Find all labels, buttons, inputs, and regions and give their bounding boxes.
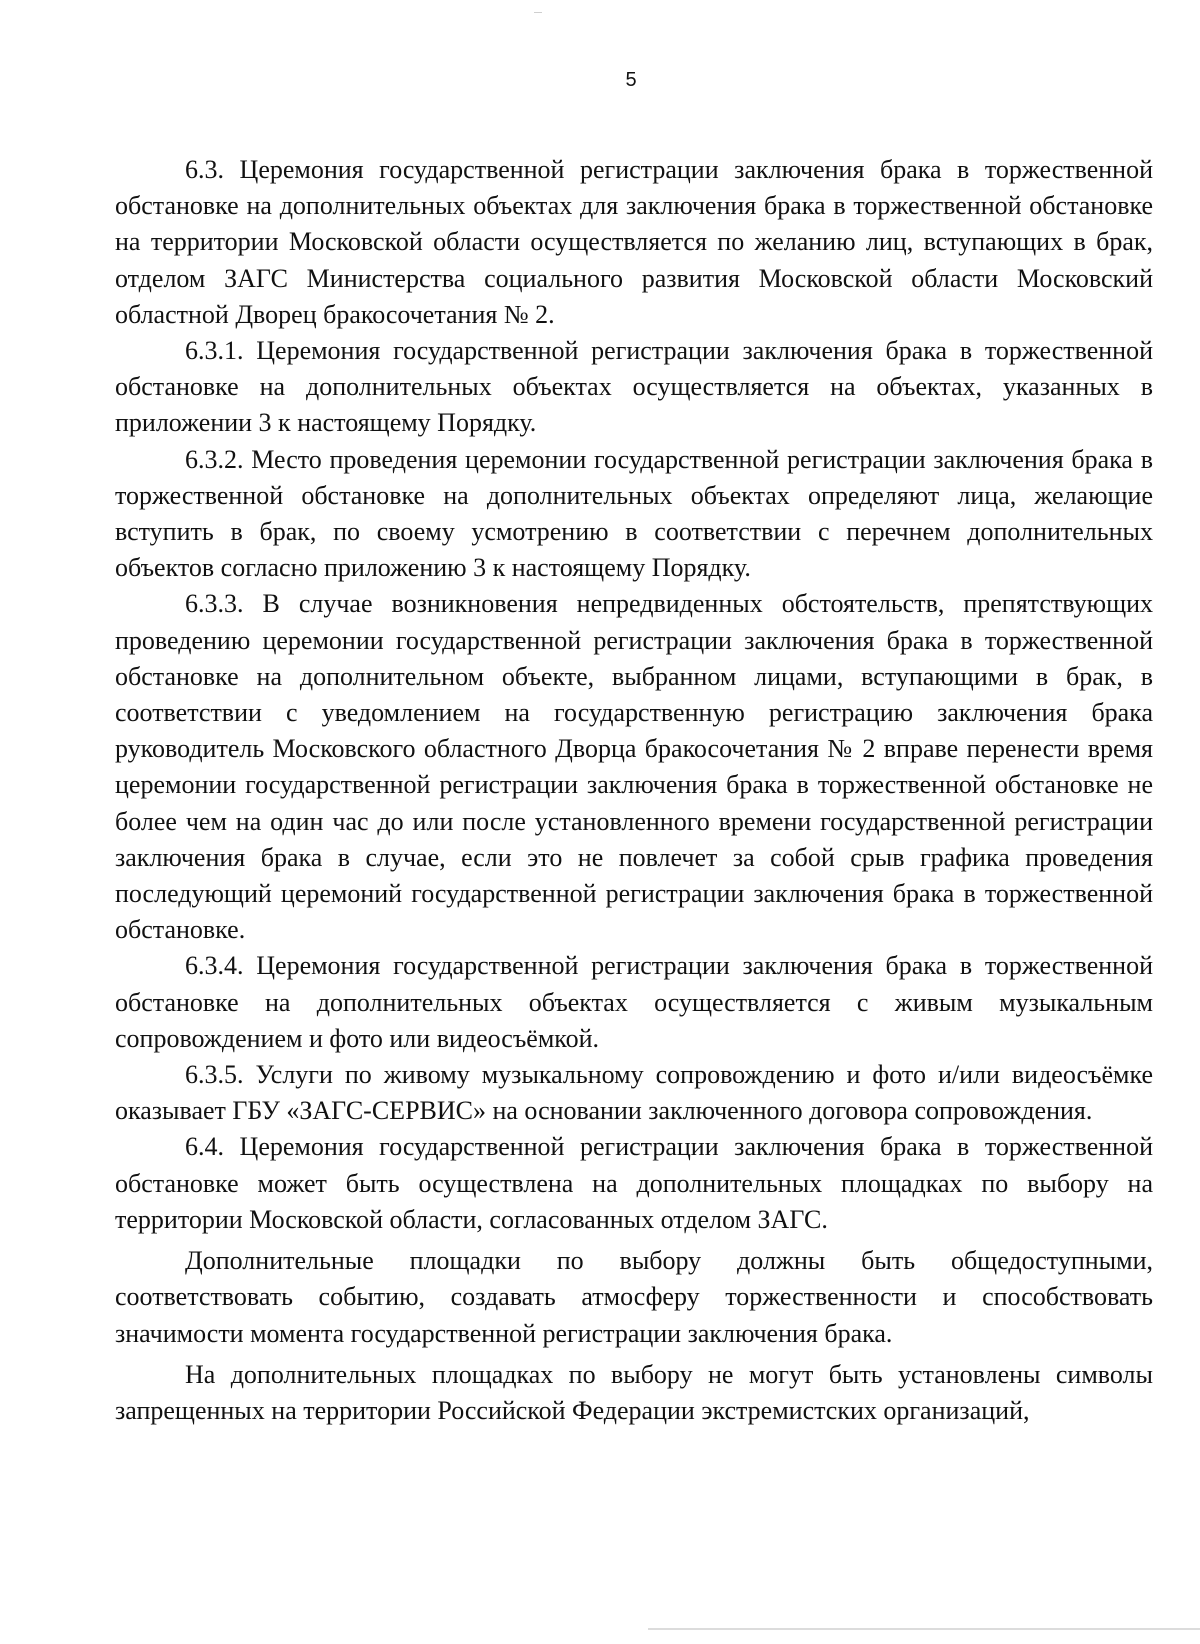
paragraph-6-3-2: 6.3.2. Место проведения церемонии государственной регистрации заключения брака в торжественной обстановке на дополнительных объектах определяют лица, желающие вступить в брак, по своему усмотрению в соответствии с перечнем дополнительных объектов согласно приложению 3 к настоящему Порядку. bbox=[115, 444, 1153, 583]
document-body bbox=[115, 152, 1153, 1429]
paragraph-6-3-5: 6.3.5. Услуги по живому музыкальному сопровождению и фото и/или видеосъёмке оказывает ГБУ «ЗАГС-СЕРВИС» на основании заключенного договора сопровождения. bbox=[115, 1060, 1153, 1126]
paragraph-6-4: 6.4. Церемония государственной регистрации заключения брака в торжественной обстановке может быть осуществлена на дополнительных площадках по выбору на территории Московской области, согласованных отделом ЗАГС. bbox=[115, 1132, 1153, 1234]
scan-edge-line bbox=[648, 1628, 1200, 1630]
page-number: 5 bbox=[625, 69, 637, 91]
paragraph-additional-sites: Дополнительные площадки по выбору должны быть общедоступными, соответствовать событию, создавать атмосферу торжественности и способствовать значимости момента государственной регистрации заключения брака. bbox=[115, 1246, 1153, 1348]
scan-artifact bbox=[534, 12, 542, 13]
paragraph-symbols-restriction: На дополнительных площадках по выбору не могут быть установлены символы запрещенных на территории Российской Федерации экстремистских организаций, bbox=[115, 1359, 1153, 1425]
paragraph-6-3: 6.3. Церемония государственной регистрации заключения брака в торжественной обстановке на дополнительных объектах для заключения брака в торжественной обстановке на территории Московской области осуществляется по желанию лиц, вступающих в брак, отделом ЗАГС Министерства социального развития Московской области Московский областной Дворец бракосочетания № 2. bbox=[115, 155, 1153, 329]
paragraph-6-3-1: 6.3.1. Церемония государственной регистрации заключения брака в торжественной обстановке на дополнительных объектах осуществляется на объектах, указанных в приложении 3 к настоящему Порядку. bbox=[115, 336, 1153, 438]
paragraph-6-3-4: 6.3.4. Церемония государственной регистрации заключения брака в торжественной обстановке на дополнительных объектах осуществляется с живым музыкальным сопровождением и фото или видеосъёмкой. bbox=[115, 951, 1153, 1053]
paragraph-6-3-3: 6.3.3. В случае возникновения непредвиденных обстоятельств, препятствующих проведению церемонии государственной регистрации заключения брака в торжественной обстановке на дополнительном объекте, выбранном лицами, вступающими в брак, в соответствии с уведомлением на государственную регистрацию заключения брака руководитель Московского областного Дворца бракосочетания № 2 вправе перенести время церемонии государственной регистрации заключения брака в торжественной обстановке не более чем на один час до или после установленного времени государственной регистрации заключения брака в случае, если это не повлечет за собой срыв графика проведения последующий церемоний государственной регистрации заключения брака в торжественной обстановке. bbox=[115, 589, 1153, 945]
